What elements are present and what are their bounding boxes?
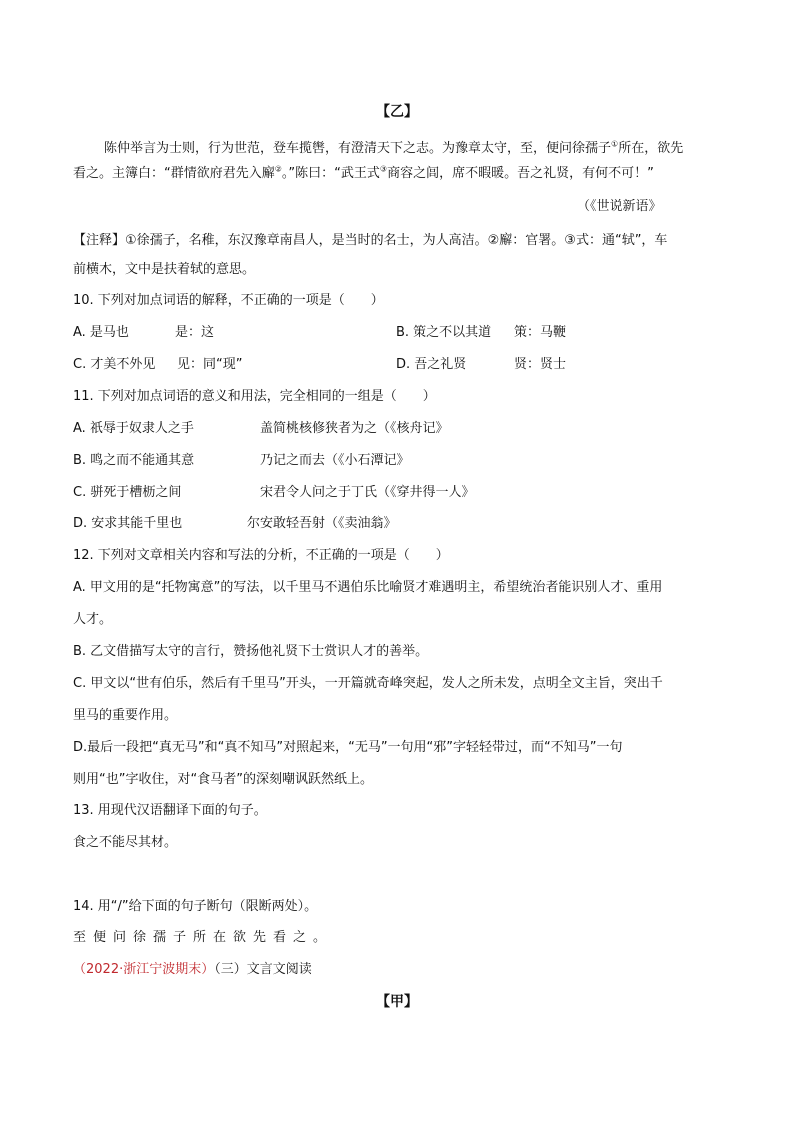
passage-text: 所在，欲先	[618, 141, 684, 156]
question-11-option-d	[73, 515, 397, 533]
question-10-option-d	[396, 356, 566, 374]
passage-text: 商容之闾，席不暇暖。吾之礼贤，有何不可！”	[387, 166, 654, 181]
question-13-stem: 13. 用现代汉语翻译下面的句子。	[73, 803, 267, 818]
option-text: A. 是马也	[73, 325, 129, 340]
question-11-option-b	[73, 452, 410, 470]
question-12-option-d-line-1: D.最后一段把“真无马”和“真不知马”对照起来，“无马”一句用“邪”字轻轻带过，而“不知马”一句	[73, 740, 623, 755]
question-10-option-b	[396, 324, 566, 342]
question-14-stem: 14. 用“/”给下面的句子断句（限断两处）。	[73, 899, 318, 914]
passage-line-2	[73, 165, 654, 183]
option-comparison: 盖简桃核修狭者为之（《核舟记》	[260, 421, 449, 436]
question-12-option-d-line-2: 则用“也”字收住，对“食马者”的深刻嘲讽跃然纸上。	[73, 772, 373, 787]
exam-source: （2022·浙江宁波期末）	[73, 962, 215, 977]
section-line	[73, 961, 312, 979]
option-text: B. 鸣之而不能通其意	[73, 453, 195, 468]
option-text: D. 安求其能千里也	[73, 516, 183, 531]
passage-source: （《世说新语》	[577, 199, 662, 214]
option-comparison: 尔安敢轻吾射（《卖油翁》	[247, 516, 397, 531]
notes-line-1: 【注释】①徐孺子，名稚，东汉豫章南昌人，是当时的名士，为人高洁。②廨：官署。③式：通“轼”，车	[73, 233, 668, 248]
option-text: C. 才美不外见	[73, 357, 156, 372]
option-explanation: 是：这	[175, 325, 215, 340]
passage-text: 陈仲举言为士则，行为世范，登车揽辔，有澄清天下之志。为豫章太守，至，便问徐孺子	[104, 141, 612, 156]
question-12-option-a-line-2: 人才。	[73, 612, 113, 627]
option-text: B. 策之不以其道	[396, 325, 492, 340]
question-11-stem: 11. 下列对加点词语的意义和用法，完全相同的一组是（ ）	[73, 389, 436, 404]
question-12-stem: 12. 下列对文章相关内容和写法的分析，不正确的一项是（ ）	[73, 548, 449, 563]
passage-text: 看之。主簿白：“群情欲府君先入廨	[73, 166, 275, 181]
note-marker: ③	[379, 164, 388, 174]
option-explanation: 贤：贤士	[514, 357, 567, 372]
note-marker: ②	[274, 164, 282, 174]
question-10-option-c	[73, 356, 242, 374]
option-text: C. 骈死于槽枥之间	[73, 485, 182, 500]
question-12-option-c-line-1: C. 甲文以“世有伯乐，然后有千里马”开头，一开篇就奇峰突起，发人之所未发，点明全文主旨，突出千	[73, 676, 663, 691]
question-12-option-b: B. 乙文借描写太守的言行，赞扬他礼贤下士赏识人才的善举。	[73, 644, 429, 659]
question-11-option-a	[73, 420, 449, 438]
question-10-stem: 10. 下列对加点词语的解释，不正确的一项是（ ）	[73, 293, 384, 308]
question-14-sentence: 至便问徐孺子所在欲先看之。	[73, 930, 334, 945]
option-text: A. 祇辱于奴隶人之手	[73, 421, 194, 436]
option-explanation: 策：马鞭	[514, 325, 567, 340]
option-comparison: 宋君令人问之于丁氏（《穿井得一人》	[260, 485, 475, 500]
notes-line-2: 前横木，文中是扶着轼的意思。	[73, 262, 256, 277]
passage-yi-heading: 【乙】	[376, 104, 418, 120]
passage-jia-heading: 【甲】	[376, 994, 418, 1010]
question-13-sentence: 食之不能尽其材。	[73, 835, 178, 850]
question-10-option-a	[73, 324, 214, 342]
option-explanation: 见：同“现”	[177, 357, 243, 372]
question-12-option-a-line-1: A. 甲文用的是“托物寓意”的写法，以千里马不遇伯乐比喻贤才难遇明主，希望统治者能识别人才、重用	[73, 580, 663, 595]
question-12-option-c-line-2: 里马的重要作用。	[73, 708, 178, 723]
section-title: （三）文言文阅读	[214, 962, 312, 977]
passage-line-1	[104, 140, 683, 158]
passage-text: 。”陈曰：“武王式	[281, 166, 380, 181]
note-marker: ①	[611, 139, 619, 149]
question-11-option-c	[73, 484, 475, 502]
option-text: D. 吾之礼贤	[396, 357, 467, 372]
option-comparison: 乃记之而去（《小石潭记》	[260, 453, 410, 468]
